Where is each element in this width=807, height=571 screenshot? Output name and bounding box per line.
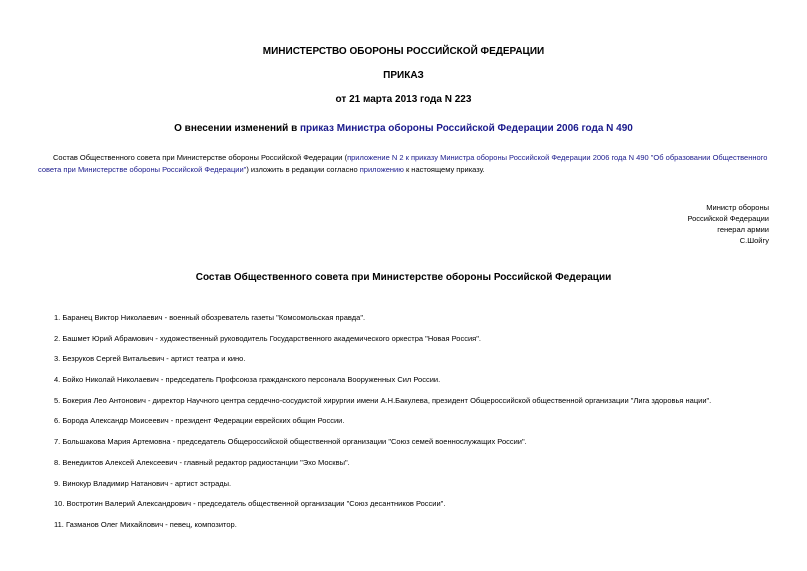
annex-link[interactable]: приложение N 2 к приказу Министра обороны Российской Федерации 2006 года N 490 "Об образовании Общественного совета при Министерстве обороны Российской Федерации": [38, 153, 768, 174]
doc-type-heading: ПРИКАЗ: [383, 70, 424, 81]
members-list: [54, 312, 784, 540]
list-item: 5. Бокерия Лео Антонович - директор Научного центра сердечно-сосудистой хирургии имени А.Н.Бакулева, президент Общероссийской общественной организации "Лига здоровья нации".: [54, 395, 712, 405]
signature-line: Российской Федерации: [687, 214, 769, 223]
list-item: 7. Большакова Мария Артемовна - председатель Общероссийской общественной организации "Союз семей военнослужащих России".: [54, 437, 527, 447]
signature-line: генерал армии: [717, 225, 769, 234]
title-link[interactable]: приказ Министра обороны Российской Федерации 2006 года N 490: [300, 123, 633, 134]
appendix-link[interactable]: приложению: [359, 165, 404, 174]
title-prefix: О внесении изменений в: [174, 123, 300, 134]
signature-name: С.Шойгу: [739, 236, 769, 245]
list-item: 2. Башмет Юрий Абрамович - художественный руководитель Государственного академического оркестра "Новая Россия".: [54, 333, 481, 343]
list-item: 8. Венедиктов Алексей Алексеевич - главный редактор радиостанции "Эхо Москвы".: [54, 457, 350, 467]
list-item: 10. Востротин Валерий Александрович - председатель общественной организации "Союз десантников России".: [54, 499, 446, 509]
body-text-2: ) изложить в редакции согласно: [246, 165, 360, 174]
list-item: 11. Газманов Олег Михайлович - певец, композитор.: [54, 519, 237, 529]
list-item: 1. Баранец Виктор Николаевич - военный обозреватель газеты "Комсомольская правда".: [54, 313, 366, 322]
date-number-heading: от 21 марта 2013 года N 223: [335, 94, 472, 105]
list-item: 6. Борода Александр Моисеевич - президент Федерации еврейских общин России.: [54, 416, 345, 426]
body-text-1: Состав Общественного совета при Министерстве обороны Российской Федерации (: [53, 153, 348, 162]
signature-line: Министр обороны: [706, 203, 769, 212]
list-item: 3. Безруков Сергей Витальевич - артист театра и кино.: [54, 354, 246, 364]
list-item: 4. Бойко Николай Николаевич - председатель Профсоюза гражданского персонала Вооруженных Сил России.: [54, 375, 441, 385]
signature-block: [687, 202, 769, 246]
ministry-heading: МИНИСТЕРСТВО ОБОРОНЫ РОССИЙСКОЙ ФЕДЕРАЦИИ: [262, 46, 545, 57]
document-title: [0, 123, 807, 134]
body-text-3: к настоящему приказу.: [403, 165, 485, 174]
appendix-title: Состав Общественного совета при Министерстве обороны Российской Федерации: [195, 272, 612, 283]
list-item: 9. Винокур Владимир Натанович - артист эстрады.: [54, 478, 232, 488]
body-paragraph: [38, 152, 773, 176]
